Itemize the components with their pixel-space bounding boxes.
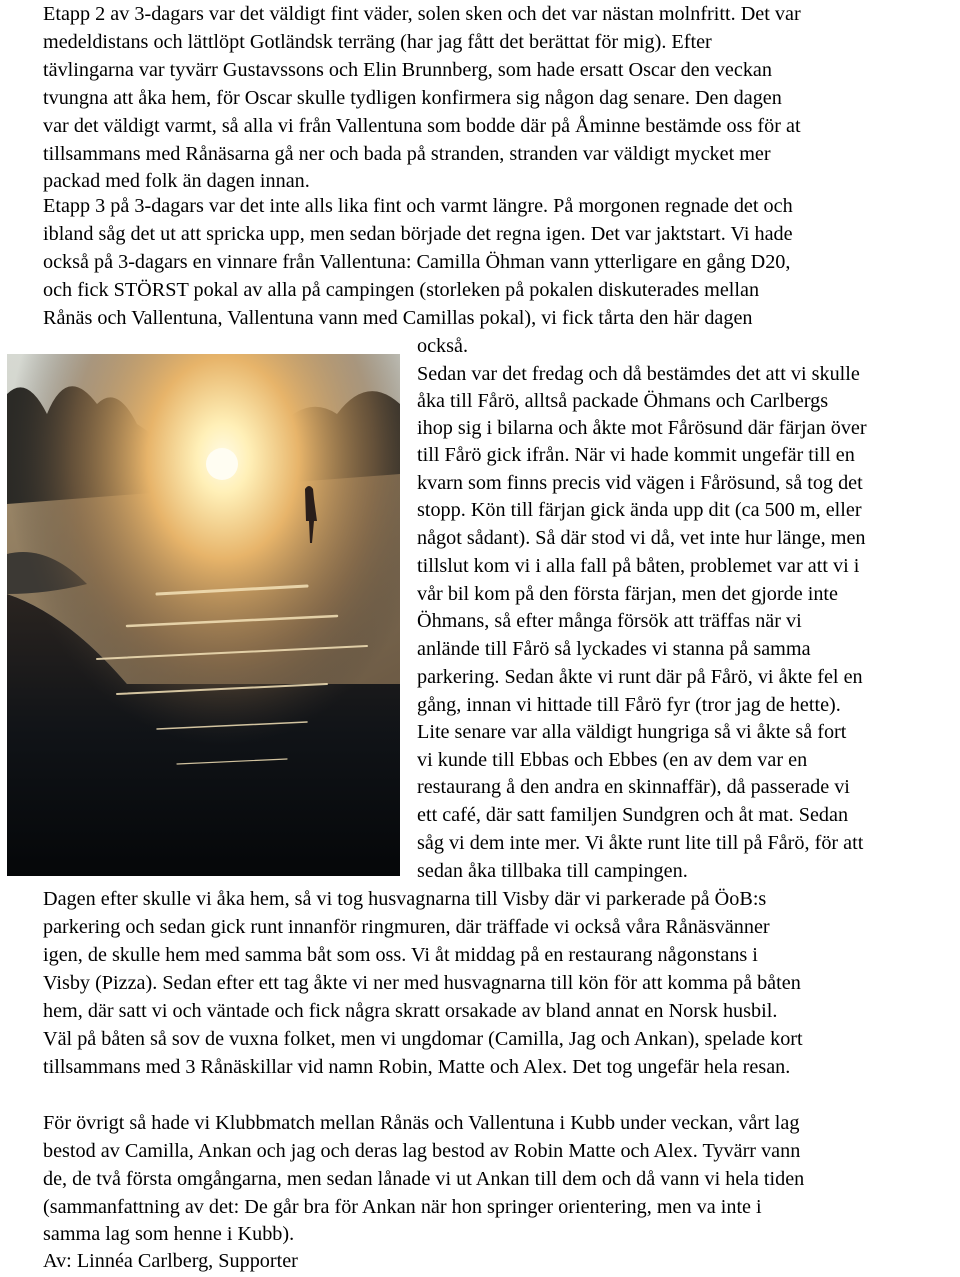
paragraph-3-line: vi kunde till Ebbas och Ebbes (en av dem var en: [417, 749, 808, 771]
paragraph-3-line: något sådant). Så där stod vi då, vet inte hur länge, men: [417, 527, 866, 549]
paragraph-3-line: kvarn som finns precis vid vägen i Fårösund, så tog det: [417, 472, 863, 494]
paragraph-5-line: (sammanfattning av det: De går bra för Ankan när hon springer orientering, men va inte i: [43, 1196, 762, 1218]
paragraph-2-line: och fick STÖRST pokal av alla på campingen (storleken på pokalen diskuterades mellan: [43, 279, 760, 301]
paragraph-3-line: Öhmans, så efter många försök att träffas när vi: [417, 610, 802, 632]
paragraph-3-line: stopp. Kön till färjan gick ända upp dit (ca 500 m, eller: [417, 499, 862, 521]
paragraph-2-line: ibland såg det ut att spricka upp, men sedan började det regna igen. Det var jaktstart. Vi hade: [43, 223, 793, 245]
author-signature: Av: Linnéa Carlberg, Supporter: [43, 1250, 298, 1272]
paragraph-1-line: tvungna att åka hem, för Oscar skulle tydligen konfirmera sig någon dag senare. Den dagen: [43, 87, 782, 109]
paragraph-4-line: Väl på båten så sov de vuxna folket, men vi ungdomar (Camilla, Jag och Ankan), spelade kort: [43, 1028, 803, 1050]
paragraph-1-line: Etapp 2 av 3-dagars var det väldigt fint väder, solen sken och det var nästan molnfritt. Det var: [43, 3, 801, 25]
paragraph-4-line: tillsammans med 3 Rånäskillar vid namn Robin, Matte och Alex. Det tog ungefär hela resan.: [43, 1056, 791, 1078]
paragraph-4-line: parkering och sedan gick runt innanför ringmuren, där träffade vi också våra Rånäsvänner: [43, 916, 770, 938]
paragraph-4-line: Dagen efter skulle vi åka hem, så vi tog husvagnarna till Visby där vi parkerade på ÖoB:s: [43, 888, 767, 910]
paragraph-5-line: För övrigt så hade vi Klubbmatch mellan Rånäs och Vallentuna i Kubb under veckan, vårt lag: [43, 1112, 800, 1134]
paragraph-3-line: till Fårö gick ifrån. När vi hade kommit ungefär till en: [417, 444, 855, 466]
paragraph-2-line: Etapp 3 på 3-dagars var det inte alls lika fint och varmt längre. På morgonen regnade det och: [43, 195, 793, 217]
paragraph-3-line: anlände till Fårö så lyckades vi stanna på samma: [417, 638, 811, 660]
paragraph-4-line: Visby (Pizza). Sedan efter ett tag åkte vi ner med husvagnarna till kön för att komma på båten: [43, 972, 801, 994]
paragraph-1-line: packad med folk än dagen innan.: [43, 170, 310, 192]
paragraph-2-line: också på 3-dagars en vinnare från Vallentuna: Camilla Öhman vann ytterligare en gång D20,: [43, 251, 791, 273]
paragraph-3-line: tillslut kom vi i alla fall på båten, problemet var att vi i: [417, 555, 860, 577]
paragraph-3-line: Sedan var det fredag och då bestämdes det att vi skulle: [417, 363, 860, 385]
paragraph-3-line: parkering. Sedan åkte vi runt där på Fårö, vi åkte fel en: [417, 666, 863, 688]
paragraph-3-line: såg vi dem inte mer. Vi åkte runt lite till på Fårö, för att: [417, 832, 864, 854]
paragraph-2-line: Rånäs och Vallentuna, Vallentuna vann med Camillas pokal), vi fick tårta den här dagen: [43, 307, 753, 329]
paragraph-1-line: tillsammans med Rånäsarna gå ner och bada på stranden, stranden var väldigt mycket mer: [43, 143, 771, 165]
paragraph-3-line: sedan åka tillbaka till campingen.: [417, 860, 688, 882]
paragraph-5-line: samma lag som henne i Kubb).: [43, 1223, 295, 1245]
paragraph-3-line: ett café, där satt familjen Sundgren och åt mat. Sedan: [417, 804, 849, 826]
paragraph-3-line: åka till Fårö, alltså packade Öhmans och Carlbergs: [417, 390, 829, 412]
paragraph-3-line: gång, innan vi hittade till Fårö fyr (tror jag de hette).: [417, 694, 841, 716]
paragraph-2-line: också.: [417, 335, 469, 357]
paragraph-1-line: tävlingarna var tyvärr Gustavssons och Elin Brunnberg, som hade ersatt Oscar den veckan: [43, 59, 772, 81]
paragraph-4-line: igen, de skulle hem med samma båt som oss. Vi åt middag på en restaurang någonstans i: [43, 944, 758, 966]
paragraph-3-line: vår bil kom på den första färjan, men det gjorde inte: [417, 583, 838, 605]
paragraph-3-line: restaurang å den andra en skinnaffär), då passerade vi: [417, 776, 850, 798]
paragraph-3-line: ihop sig i bilarna och åkte mot Fårösund där färjan över: [417, 417, 867, 439]
paragraph-3-line: Lite senare var alla väldigt hungriga så vi åkte så fort: [417, 721, 847, 743]
paragraph-1-line: medeldistans och lättlöpt Gotländsk terräng (har jag fått det berättat för mig). Efter: [43, 31, 712, 53]
paragraph-4-line: hem, där satt vi och väntade och fick några skratt orsakade av bland annat en Norsk husbil.: [43, 1000, 778, 1022]
paragraph-5-line: de, de två första omgångarna, men sedan lånade vi ut Ankan till dem och då vann vi hela tiden: [43, 1168, 805, 1190]
paragraph-1-line: var det väldigt varmt, så alla vi från Vallentuna som bodde där på Åminne bestämde oss för at: [43, 115, 801, 137]
sunset-beach-photo: [7, 354, 400, 876]
paragraph-5-line: bestod av Camilla, Ankan och jag och deras lag bestod av Robin Matte och Alex. Tyvärr vann: [43, 1140, 801, 1162]
